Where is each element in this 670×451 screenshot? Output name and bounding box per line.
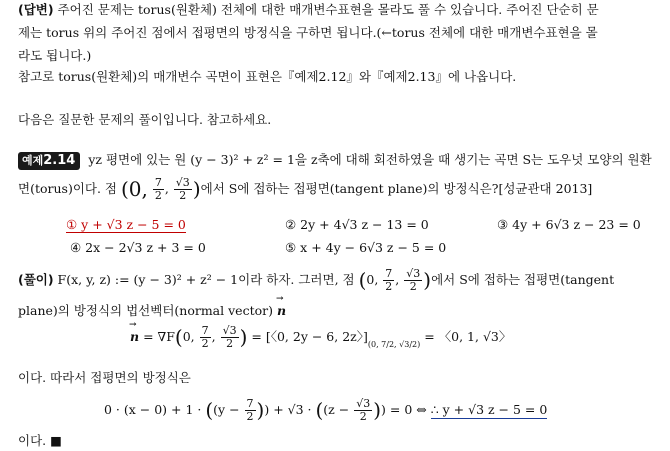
final-answer: ∴ y + √3 z − 5 = 0 (430, 402, 548, 417)
badge-word: 예제 (22, 154, 44, 167)
sol-point-y: $\frac{7}{2}$ (385, 267, 393, 293)
problem-text-a: yz 평면에 있는 원 (y − 3)² + z² = 1을 z축에 대해 회전하였을 때 생기는 곡면 S는 도우넛 모양의 원환 (84, 152, 652, 167)
problem-text-b1: 면(torus)이다. 점 (18, 181, 121, 196)
answer-line-4: 참고로 torus(원환체)의 매개변수 곡면이 표현은『예제2.12』와『예제2.13』에 나옵니다. (18, 69, 517, 84)
option-2: ② 2y + 4√3 z − 13 = 0 (285, 217, 429, 232)
option-4: ④ 2x − 2√3 z + 3 = 0 (70, 240, 206, 255)
example-badge (18, 152, 80, 170)
gradient-equation: → n = ∇F(0, $\frac{7}{2}$ , $\frac{√3}{2}$ ) = [〈0, 2y − 6, 2z〉]$_{(0, 7/2, √3/2)}$ = 〈0, 1, √3〉 (130, 325, 511, 350)
solution-text-a2: 에서 S에 접하는 접평면(tangent (431, 272, 615, 287)
option-1: ① y + √3 z − 5 = 0 (66, 217, 186, 232)
normal-vector-symbol: → n (277, 303, 286, 318)
answer-line-2: 제는 torus 위의 주어진 점에서 접평면의 방정식을 구하면 됩니다.(←torus 전체에 대한 매개변수표현을 몰 (18, 25, 598, 40)
option-5: ⑤ x + 4y − 6√3 z − 5 = 0 (285, 240, 447, 255)
answer-label: (답변) (18, 2, 54, 17)
point-z-fraction: $\frac{√3}{2}$ (175, 176, 190, 202)
problem-line-2: 면(torus)이다. 점 (0, $\frac{7}{2}$ , $\frac{√3}{2}$ )에서 S에 접하는 접평면(tangent plane)의 방정식은?[성균관대 2013] (18, 176, 593, 202)
answer-line-1 (18, 2, 599, 18)
grad-right: = 〈0, 1, √3〉 (420, 329, 512, 344)
answer-line-3: 라도 됩니다.) (18, 48, 92, 63)
point-y-fraction: $\frac{7}{2}$ (154, 176, 162, 202)
problem-line-1 (18, 152, 652, 170)
tangent-plane-equation: 0 · (x − 0) + 1 · ((y − $\frac{7}{2}$ )) + √3 · ((z − $\frac{√3}{2}$ )) = 0 ⇔ ∴ y + √3 z − 5 = 0 (104, 397, 548, 423)
answer-line-5: 다음은 질문한 문제의 풀이입니다. 참고하세요. (18, 112, 272, 127)
solution-text-a1: F(x, y, z) := (y − 3)² + z² − 1이라 하자. 그러면, 점 (53, 272, 359, 287)
grad-mid: = [〈0, 2y − 6, 2z〉] (247, 329, 368, 344)
answer-text-1: 주어진 문제는 torus(원환체) 전체에 대한 매개변수표현을 몰라도 풀 수 있습니다. 주어진 단순히 문 (53, 2, 599, 17)
option-3: ③ 4y + 6√3 z − 23 = 0 (497, 217, 641, 232)
solution-line-1: (풀이) F(x, y, z) := (y − 3)² + z² − 1이라 하자. 그러면, 점 (0, $\frac{7}{2}$ , $\frac{√3}{2}$ )에서 S에 접하는 접평면(tangent (18, 267, 615, 293)
problem-text-b2: 에서 S에 접하는 접평면(tangent plane)의 방정식은?[성균관대 2013] (200, 181, 593, 196)
point-open: (0, (120, 177, 148, 201)
point-close: ) (192, 177, 201, 201)
grad-left: = ∇F (139, 329, 175, 344)
sol-point-z: $\frac{√3}{2}$ (406, 267, 421, 293)
grad-eval-point: (0, 7/2, √3/2) (367, 340, 421, 349)
solution-label: (풀이) (18, 272, 54, 287)
solution-line-2 (18, 303, 286, 319)
badge-number: 2.14 (43, 153, 76, 168)
solution-text-b: plane)의 방정식의 법선벡터(normal vector) (18, 303, 277, 318)
solution-ending: 이다. ■ (18, 433, 62, 448)
solution-line-3: 이다. 따라서 접평면의 방정식은 (18, 370, 191, 385)
